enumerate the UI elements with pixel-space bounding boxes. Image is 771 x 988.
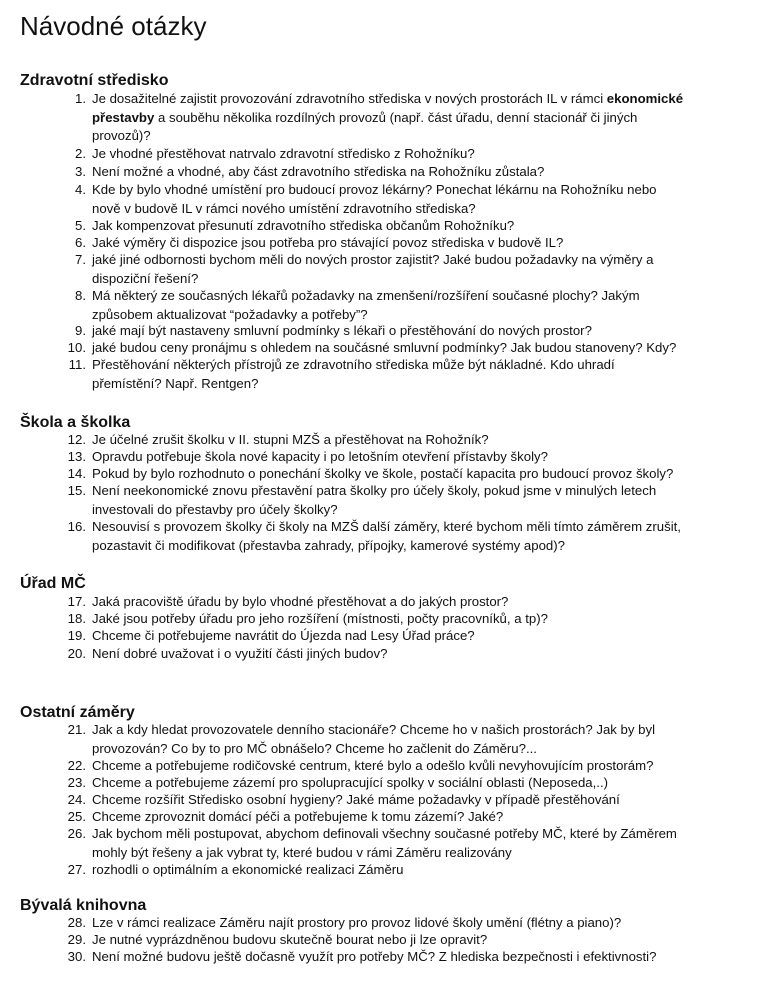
item-text: Jaké jsou potřeby úřadu pro jeho rozšíření (místnosti, počty pracovníků, a tp)? — [92, 611, 548, 626]
item-number: 14. — [67, 466, 86, 481]
item-number: 7. — [75, 252, 86, 267]
item-text-line: a souběhu několika rozdílných provozů (např. část úřadu, denní stacionář či jiných — [154, 109, 638, 125]
item-number: 30. — [67, 949, 86, 964]
item-text-line: provozů)? — [92, 128, 151, 143]
item-text: Jaké výměry či dispozice jsou potřeba pro stávající povoz střediska v budově IL? — [92, 235, 564, 250]
item-text: Jak kompenzovat přesunutí zdravotního střediska občanům Rohožníku? — [92, 218, 515, 233]
item-number: 5. — [75, 218, 86, 233]
item-text-line: Přestěhování některých přístrojů ze zdravotního střediska může být nákladné. Kdo uhradí — [92, 357, 615, 372]
section-heading-byvala-knihovna: Bývalá knihovna — [20, 897, 147, 914]
item-text-line: jaké jiné odbornosti bychom měli do nových prostor zajistit? Jaké budou požadavky na výměry a — [92, 252, 654, 267]
item-text: Není možné budovu ještě dočasně využít pro potřeby MČ? Z hlediska bezpečnosti i efektivnosti? — [92, 949, 657, 964]
item-text — [92, 287, 771, 324]
item-text: Je účelné zrušit školku v II. stupni MZŠ a přestěhovat na Rohožník? — [92, 432, 489, 447]
item-number: 15. — [67, 483, 86, 498]
item-text — [92, 721, 771, 758]
item-text — [92, 251, 771, 288]
item-text: jaké mají být nastaveny smluvní podmínky s lékaři o přestěhování do nových prostor? — [92, 323, 592, 338]
item-text-line: Není neekonomické znovu přestavění patra školky pro účely školy, pokud jsme v minulých letech — [92, 483, 657, 498]
item-text-line: Jak a kdy hledat provozovatele denního stacionáře? Chceme ho v našich prostorách? Jak by byl — [92, 722, 655, 737]
item-text — [92, 90, 771, 146]
item-number: 1. — [75, 91, 86, 106]
item-number: 17. — [67, 594, 86, 609]
item-number: 26. — [67, 826, 86, 841]
item-number: 25. — [67, 809, 86, 824]
item-text: Chceme rozšířit Středisko osobní hygieny? Jaké máme požadavky v případě přestěhování — [92, 792, 620, 807]
item-number: 16. — [67, 519, 86, 534]
item-text-line: Jak bychom měli postupovat, abychom definovali všechny současné potřeby MČ, které by Záměrem — [92, 826, 677, 841]
document-title: Návodné otázky — [20, 11, 207, 41]
item-text-line: pozastavit či modifikovat (přestavba zahrady, přípojky, kamerové systémy apod)? — [92, 537, 565, 553]
item-text: Je nutné vyprázdněnou budovu skutečně bourat nebo ji lze opravit? — [92, 932, 488, 947]
item-text: Lze v rámci realizace Záměru najít prostory pro provoz lidové školy umění (flétny a piano)? — [92, 915, 622, 930]
item-number: 20. — [67, 646, 86, 661]
item-text-line: přemístění? Např. Rentgen? — [92, 375, 259, 391]
item-text — [92, 356, 771, 393]
item-text-bold: ekonomické — [606, 91, 684, 106]
item-text: rozhodli o optimálním a ekonomické realizaci Záměru — [92, 862, 404, 877]
list-item-1 — [40, 90, 760, 146]
item-text — [92, 181, 771, 218]
item-text: Chceme zprovoznit domácí péči a potřebujeme k tomu zázemí? Jaké? — [92, 809, 504, 824]
item-number: 12. — [67, 432, 86, 447]
item-number: 3. — [75, 164, 86, 179]
section-heading-skola-a-skolka: Škola a školka — [20, 414, 131, 431]
item-text-bold: přestavby — [92, 109, 155, 125]
item-number: 24. — [67, 792, 86, 807]
item-text-line: Nesouvisí s provozem školky či školy na MZŠ další záměry, které bychom měli tímto záměrem zrušit, — [92, 519, 681, 534]
item-number: 29. — [67, 932, 86, 947]
item-text-line: provozován? Co by to pro MČ obnášelo? Chceme ho začlenit do Záměru?... — [92, 740, 537, 756]
item-text — [92, 825, 771, 862]
item-text — [92, 482, 771, 519]
item-text-line: mohly být řešeny a jak vybrat ty, které budou v rámi Záměru realizovány — [92, 844, 512, 860]
item-number: 9. — [75, 323, 86, 338]
item-number: 28. — [67, 915, 86, 930]
item-number: 23. — [67, 775, 86, 790]
item-number: 6. — [75, 235, 86, 250]
item-text-line: způsobem aktualizovat “požadavky a potřeby”? — [92, 306, 368, 322]
section-heading-ostatni-zamery: Ostatní záměry — [20, 704, 135, 721]
item-text: Jaká pracoviště úřadu by bylo vhodné přestěhovat a do jakých prostor? — [92, 594, 509, 609]
item-number: 4. — [75, 182, 86, 197]
item-number: 8. — [75, 288, 86, 303]
item-text-line: Kde by bylo vhodné umístění pro budoucí provoz lékárny? Ponechat lékárnu na Rohožníku nebo — [92, 182, 657, 197]
item-text-line: Má některý ze současných lékařů požadavky na zmenšení/rozšíření současné plochy? Jakým — [92, 288, 640, 303]
item-text: Chceme či potřebujeme navrátit do Újezda nad Lesy Úřad práce? — [92, 628, 475, 643]
item-text: Chceme a potřebujeme rodičovské centrum, které bylo a odešlo kvůli nevyhovujícím prostorám? — [92, 758, 654, 773]
item-text: Opravdu potřebuje škola nové kapacity i po letošním otevření přístavby školy? — [92, 449, 548, 464]
item-number: 11. — [68, 357, 86, 372]
item-text-line: investovali do přestavby pro účely školky? — [92, 501, 338, 517]
item-text: jaké budou ceny pronájmu s ohledem na součásné smluvní podmínky? Jak budou stanoveny? Kdy? — [92, 340, 677, 355]
section-heading-zdravotni-stredisko: Zdravotní středisko — [20, 72, 169, 89]
item-text-line: dispoziční řešení? — [92, 270, 199, 286]
item-number: 2. — [75, 146, 86, 161]
item-number: 13. — [67, 449, 86, 464]
item-number: 27. — [67, 862, 86, 877]
section-heading-urad-mc: Úřad MČ — [20, 575, 86, 592]
item-text — [92, 518, 771, 555]
item-text: Není dobré uvažovat i o využití části jiných budov? — [92, 646, 388, 661]
item-text: Není možné a vhodné, aby část zdravotního střediska na Rohožníku zůstala? — [92, 164, 545, 179]
item-text: Pokud by bylo rozhodnuto o ponechání školky ve škole, postačí kapacita pro budoucí provoz školy? — [92, 466, 674, 481]
item-number: 21. — [67, 722, 86, 737]
item-number: 19. — [67, 628, 86, 643]
item-number: 18. — [67, 611, 86, 626]
item-text-line: nově v budově IL v rámci nového umístění zdravotního střediska? — [92, 200, 476, 216]
item-number: 10. — [67, 340, 86, 355]
item-number: 22. — [67, 758, 86, 773]
item-text: Je vhodné přestěhovat natrvalo zdravotní středisko z Rohožníku? — [92, 146, 475, 161]
item-text: Chceme a potřebujeme zázemí pro spolupracující spolky v sociální oblasti (Neposeda,..) — [92, 775, 609, 790]
item-text-line: Je dosažitelné zajistit provozování zdravotního střediska v nových prostorách IL v rámci — [92, 91, 607, 106]
